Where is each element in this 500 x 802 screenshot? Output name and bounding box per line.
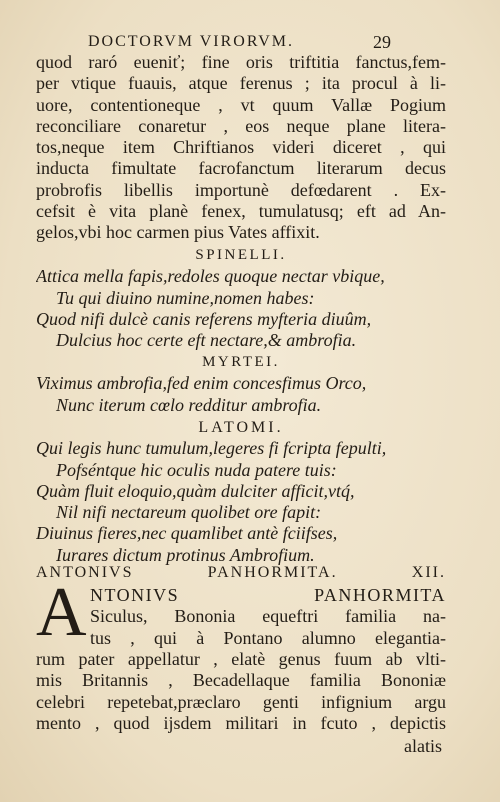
text-line: quod raró eueniť; fine oris triftitia fanctus,fem- — [36, 52, 446, 72]
verse-line: Viximus ambrofia,fed enim concesfimus Orco, — [36, 373, 367, 394]
section-body — [36, 649, 446, 734]
text-line: tus , qui à Pontano alumno elegantia- — [90, 627, 446, 648]
text-line: cefsit è vita planè fenex, tumulatusq; eft ad An- — [36, 201, 446, 222]
text-line: Siculus, Bononia equeftri familia na- — [90, 606, 446, 627]
running-header — [0, 30, 500, 54]
catchword: alatis — [404, 736, 442, 756]
epitaph-heading: LATOMI. — [198, 419, 284, 436]
running-title: DOCTORVM VIRORVM. — [88, 33, 294, 50]
text-line: inducta fimultate facrofanctum literarum decus — [36, 158, 446, 179]
text-line: rum pater appellatur , elatè genus fuum ab vlti- — [36, 649, 446, 669]
epitaph-latomi — [36, 417, 446, 566]
verse-line: Attica mella fapis,redoles quoque nectar vbique, — [36, 266, 385, 287]
page-number: 29 — [373, 32, 391, 52]
text-line: mento , quod ijsdem militari in fcuto , depictis — [36, 712, 446, 733]
text-line: uore, contentioneque , vt quum Vallæ Pogium — [36, 94, 446, 115]
drop-cap: A — [36, 574, 87, 651]
epitaph-heading: MYRTEI. — [202, 354, 280, 370]
text-line: reconciliare conaretur , eos neque plane litera- — [36, 115, 446, 136]
text-line: gelos,vbi hoc carmen pius Vates affixit. — [36, 222, 320, 243]
intro-paragraph — [36, 52, 446, 244]
text-line: mis Britannis , Becadellaque familia Bononiæ — [36, 670, 446, 691]
verse-line: Nunc iterum cœlo redditur ambrofia. — [56, 394, 322, 415]
epitaph-spinelli — [36, 245, 446, 351]
epitaph-myrtei — [36, 352, 446, 416]
verse-line: Tu qui diuino numine,nomen habes: — [56, 287, 315, 308]
verse-line: Nil nifi nectareum quolibet ore fapit: — [56, 502, 322, 523]
verse-line: Iurares dictum protinus Ambrofium. — [56, 544, 315, 565]
epitaph-heading: SPINELLI. — [195, 247, 287, 263]
verse-line: Qui legis hunc tumulum,legeres fi fcripta fepulti, — [36, 438, 387, 459]
section-opening-lines — [90, 585, 446, 649]
text-line: probrofis libellis importunè defœdarent . Ex- — [36, 179, 446, 200]
text-line: per vtique fuauis, atque ferenus ; ita procul à li- — [36, 73, 446, 94]
verse-line: Pofséntque hic oculis nuda patere tuis: — [56, 459, 337, 480]
text-line: celebri repetebat,præclaro genti infignium argu — [36, 691, 446, 712]
verse-line: Quod nifi dulcè canis referens myfteria diuûm, — [36, 308, 372, 329]
verse-line: Diuinus fieres,nec quamlibet antè fciifses, — [36, 523, 338, 544]
section-title: ANTONIVS PANHORMITA. XII. — [36, 564, 446, 581]
section-heading — [36, 561, 446, 585]
text-line: tos,neque item Chriftianos videri diceret , qui — [36, 137, 446, 158]
text-line: NTONIVS PANHORMITA — [90, 585, 446, 605]
verse-line: Dulcius hoc certe eft nectare,& ambrofia. — [56, 330, 357, 351]
verse-line: Quàm fluit eloquio,quàm dulciter afficit,vtq́, — [36, 480, 355, 501]
